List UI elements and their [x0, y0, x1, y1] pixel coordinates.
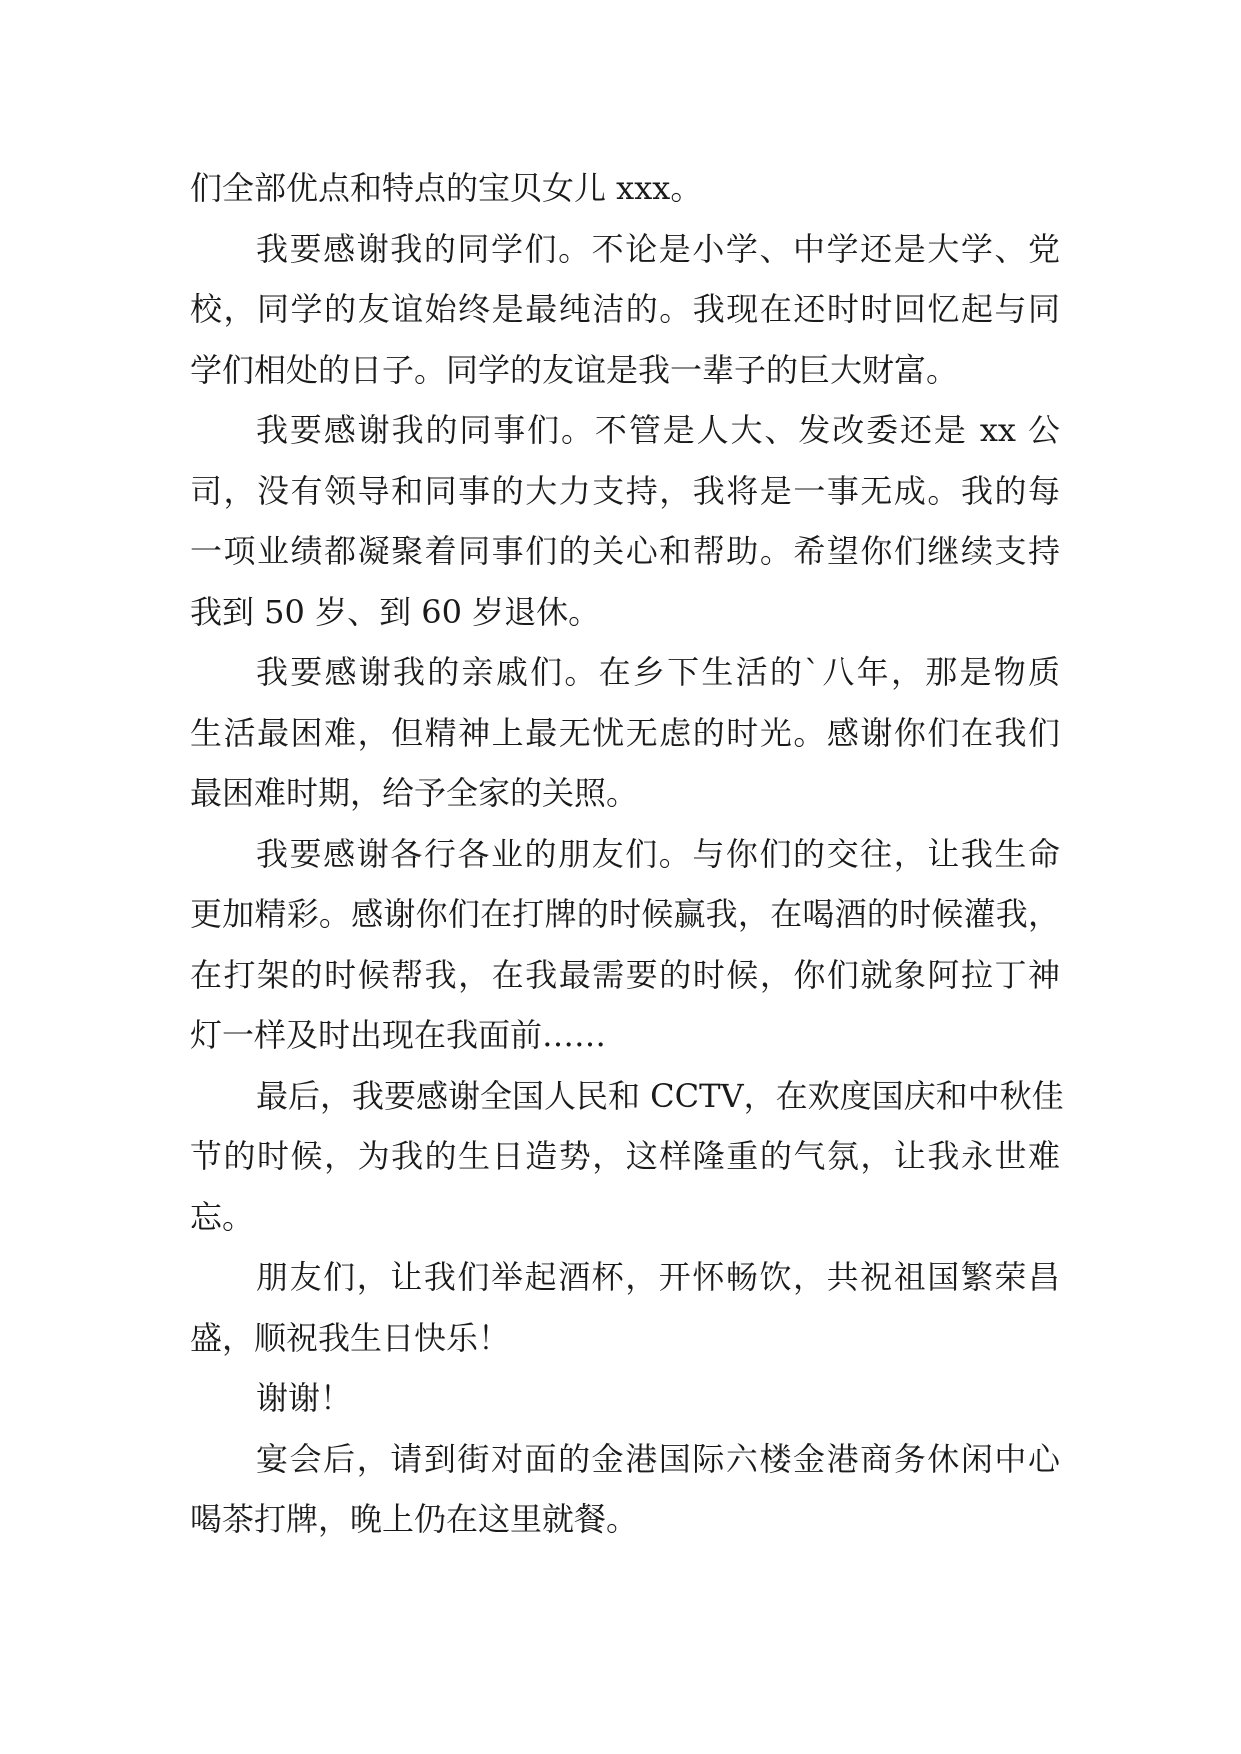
- text-line: 忘。: [190, 1197, 255, 1236]
- text-line: 最后，我要感谢全国人民和 CCTV，在欢度国庆和中秋佳: [256, 1076, 1064, 1115]
- text-line: 我到 50 岁、到 60 岁退休。: [190, 592, 601, 631]
- text-line: 们全部优点和特点的宝贝女儿 xxx。: [190, 169, 703, 207]
- paragraph-colleagues: [190, 400, 1060, 642]
- text-line: 生活最困难，但精神上最无忧无虑的时光。感谢你们在我们: [190, 713, 1060, 752]
- paragraph-cctv: [190, 1066, 1064, 1248]
- text-line: 节的时候，为我的生日造势，这样隆重的气氛，让我永世难: [190, 1137, 1060, 1175]
- text-line: 更加精彩。感谢你们在打牌的时候赢我，在喝酒的时候灌我，: [190, 895, 1060, 933]
- paragraph-friends: [190, 824, 1060, 1066]
- text-line: 盛，顺祝我生日快乐！: [190, 1318, 511, 1357]
- text-line: 我要感谢各行各业的朋友们。与你们的交往，让我生命: [256, 834, 1060, 873]
- text-line: 校，同学的友谊始终是最纯洁的。我现在还时时回忆起与同: [190, 290, 1060, 328]
- text-line: 朋友们，让我们举起酒杯，开怀畅饮，共祝祖国繁荣昌: [256, 1258, 1060, 1296]
- paragraph-classmates: [190, 219, 1060, 401]
- paragraph-thanks: [190, 1368, 1060, 1429]
- paragraph-after: [190, 1429, 1060, 1550]
- text-line: 喝茶打牌，晚上仍在这里就餐。: [190, 1500, 639, 1538]
- text-line: 最困难时期，给予全家的关照。: [190, 774, 639, 812]
- text-line: 学们相处的日子。同学的友谊是我一辈子的巨大财富。: [190, 350, 959, 389]
- text-line: 灯一样及时出现在我面前……: [190, 1016, 607, 1054]
- document-body: [190, 158, 1064, 1550]
- text-line: 我要感谢我的亲戚们。在乡下生活的`八年，那是物质: [256, 653, 1060, 691]
- text-line: 司，没有领导和同事的大力支持，我将是一事无成。我的每: [190, 471, 1060, 510]
- paragraph-toast: [190, 1247, 1060, 1368]
- text-line: 一项业绩都凝聚着同事们的关心和帮助。希望你们继续支持: [190, 532, 1060, 570]
- text-line: 谢谢！: [256, 1379, 353, 1417]
- text-line: 我要感谢我的同学们。不论是小学、中学还是大学、党: [256, 229, 1060, 268]
- text-line: 在打架的时候帮我，在我最需要的时候，你们就象阿拉丁神: [190, 955, 1060, 994]
- text-line: 我要感谢我的同事们。不管是人大、发改委还是 xx 公: [256, 411, 1060, 449]
- paragraph-relatives: [190, 642, 1060, 824]
- paragraph-daughter: [190, 158, 1060, 219]
- text-line: 宴会后，请到街对面的金港国际六楼金港商务休闲中心: [256, 1439, 1060, 1478]
